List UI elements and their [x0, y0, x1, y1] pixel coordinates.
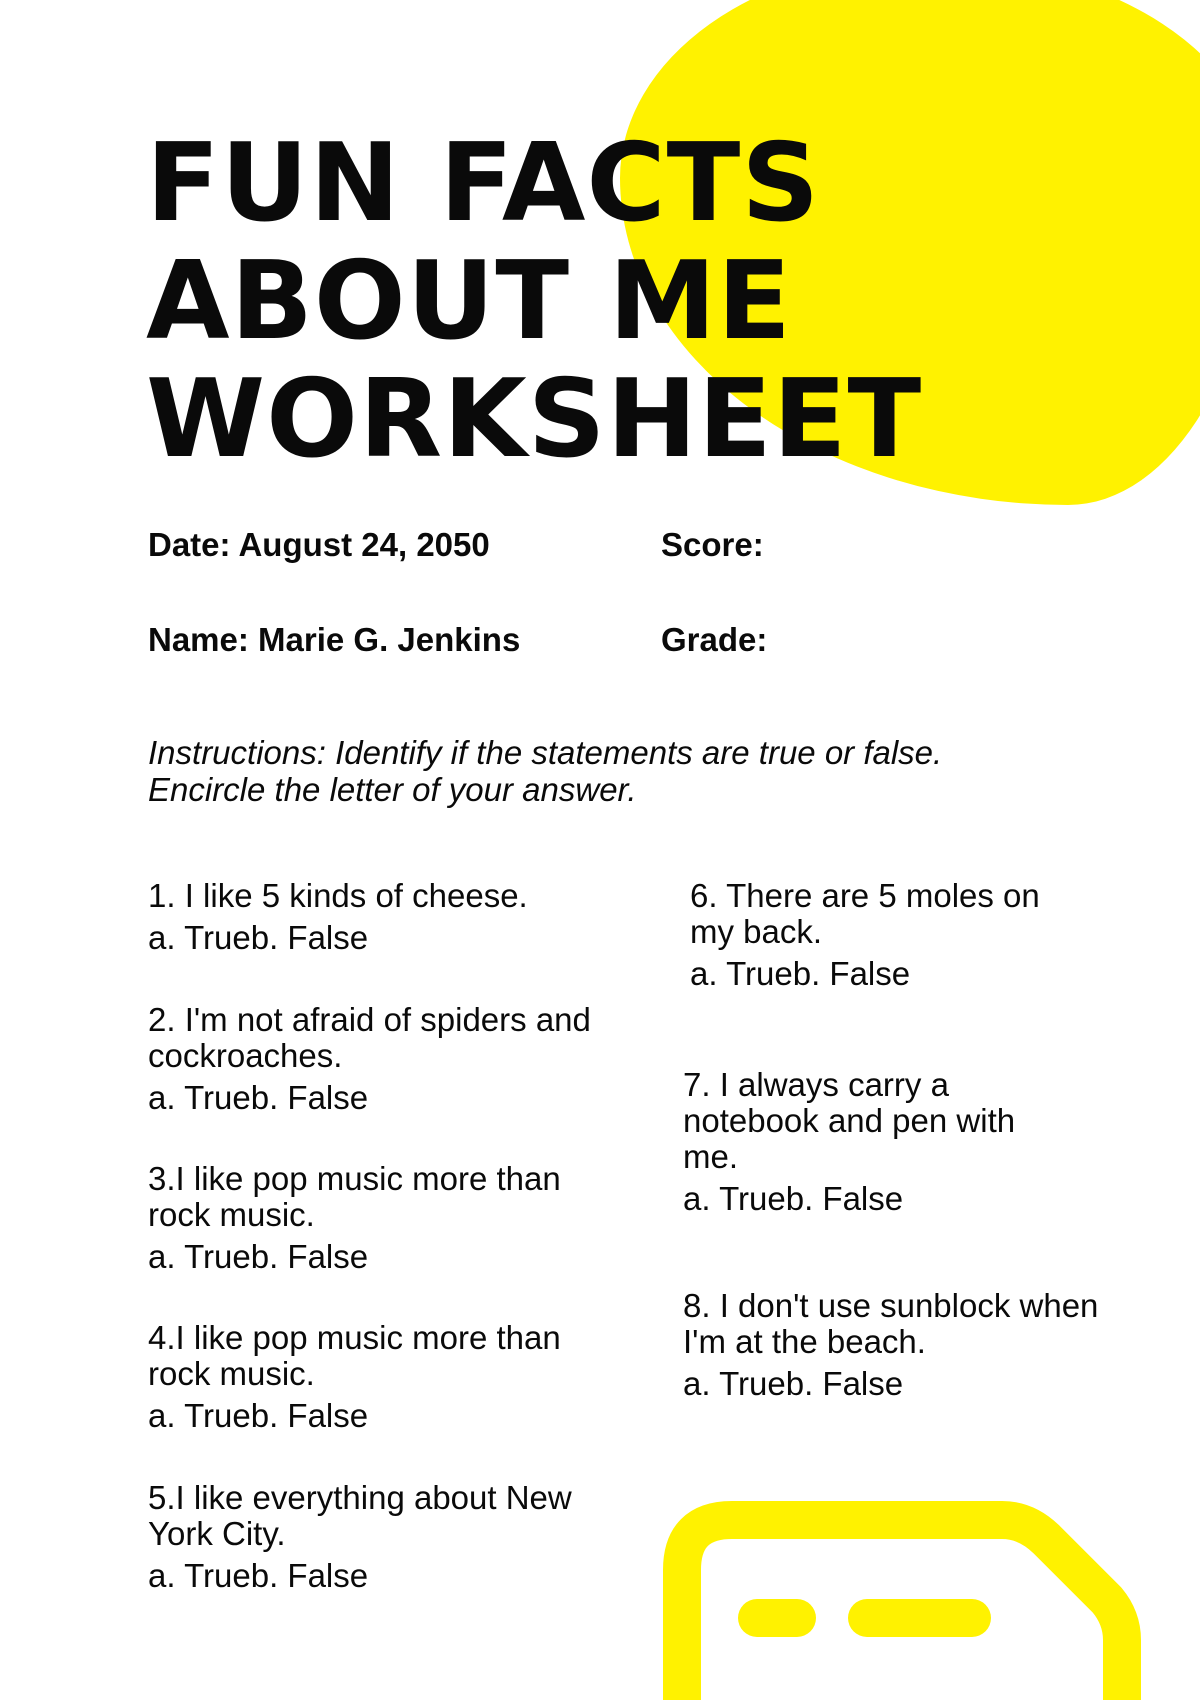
title-line-3: WORKSHEET [146, 357, 923, 482]
grade-field: Grade: [661, 621, 768, 658]
question-text: 4.I like pop music more than rock music. [148, 1319, 561, 1392]
question-7 [683, 1067, 1033, 1217]
answer-options[interactable]: a. Trueb. False [683, 1365, 904, 1402]
question-1 [148, 878, 618, 956]
name-field: Name: Marie G. Jenkins [148, 621, 521, 658]
title-line-1: FUN FACTS [146, 121, 821, 246]
answer-options[interactable]: a. Trueb. False [690, 955, 911, 992]
question-5 [148, 1480, 578, 1594]
question-text: 5.I like everything about New York City. [148, 1479, 572, 1552]
answer-options[interactable]: a. Trueb. False [148, 1557, 369, 1594]
date-field: Date: August 24, 2050 [148, 526, 490, 563]
question-8 [683, 1288, 1103, 1402]
answer-options[interactable]: a. Trueb. False [148, 1397, 369, 1434]
question-text: 3.I like pop music more than rock music. [148, 1160, 561, 1233]
question-text: 8. I don't use sunblock when I'm at the beach. [683, 1287, 1099, 1360]
answer-options[interactable]: a. Trueb. False [148, 919, 369, 956]
title-line-2: ABOUT ME [146, 239, 792, 364]
question-text: 6. There are 5 moles on my back. [690, 877, 1040, 950]
answer-options[interactable]: a. Trueb. False [148, 1238, 369, 1275]
question-4 [148, 1320, 578, 1434]
question-text: 1. I like 5 kinds of cheese. [148, 877, 528, 914]
question-text: 2. I'm not afraid of spiders and cockroaches. [148, 1001, 591, 1074]
page-title [146, 121, 1146, 482]
question-2 [148, 1002, 618, 1116]
instructions: Instructions: Identify if the statements are true or false. Encircle the letter of your answer. [148, 734, 943, 808]
question-3 [148, 1161, 578, 1275]
question-text: 7. I always carry a notebook and pen with me. [683, 1066, 1016, 1175]
document-icon [662, 1500, 1142, 1700]
answer-options[interactable]: a. Trueb. False [148, 1079, 369, 1116]
answer-options[interactable]: a. Trueb. False [683, 1180, 904, 1217]
question-6 [690, 878, 1070, 992]
score-field: Score: [661, 526, 764, 563]
